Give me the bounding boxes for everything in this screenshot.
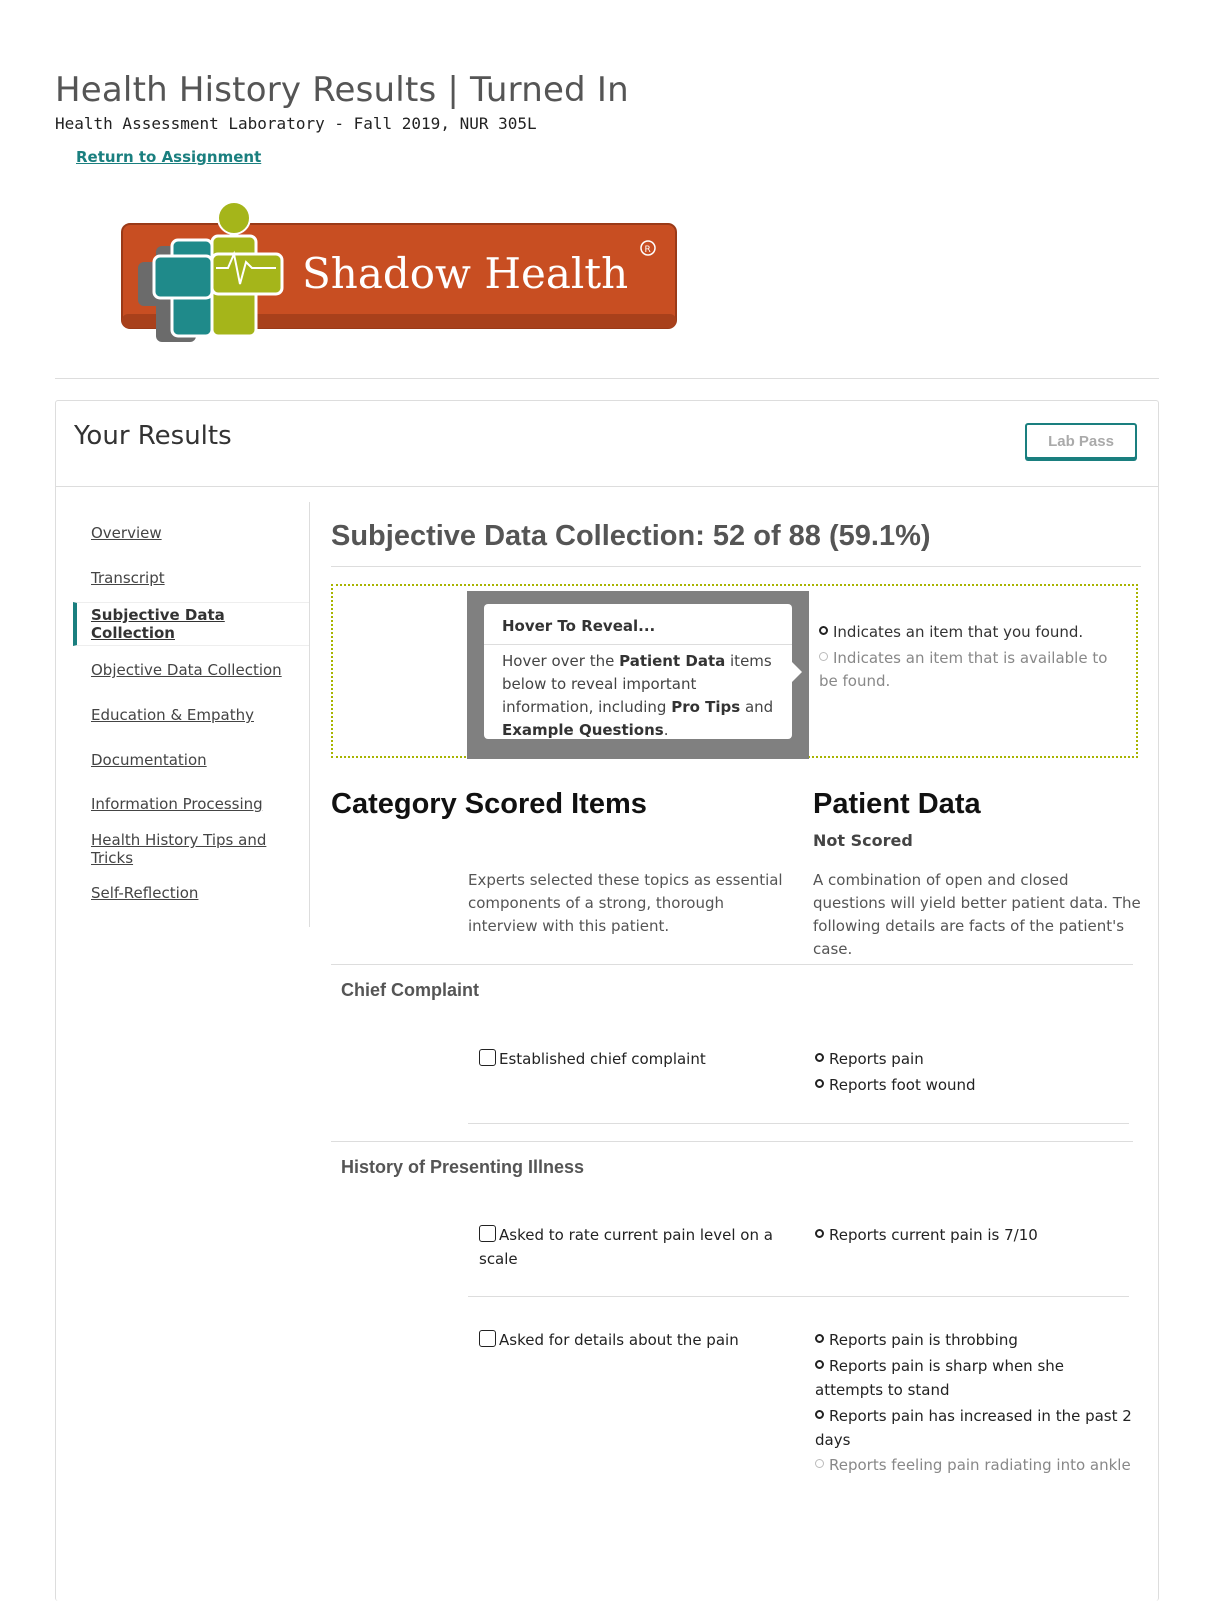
- sidebar-item-subjective-data-collection[interactable]: Subjective Data Collection: [73, 602, 309, 646]
- finding-item-unfound[interactable]: Reports feeling pain radiating into ankle: [815, 1453, 1133, 1477]
- finding-item[interactable]: Reports current pain is 7/10: [815, 1223, 1135, 1247]
- results-sidebar: [73, 502, 310, 927]
- legend-found: Indicates an item that you found.: [819, 621, 1129, 644]
- found-circle-icon: [815, 1360, 824, 1369]
- found-circle-icon: [815, 1053, 824, 1062]
- finding-item[interactable]: Reports foot wound: [815, 1073, 1135, 1097]
- header-divider: [55, 378, 1159, 379]
- checkbox-icon: [479, 1049, 496, 1066]
- return-to-assignment-link[interactable]: Return to Assignment: [76, 148, 262, 166]
- page-title: Health History Results | Turned In: [55, 70, 629, 110]
- sidebar-item-transcript[interactable]: Transcript: [91, 569, 165, 587]
- sidebar-item-information-processing[interactable]: Information Processing: [91, 795, 263, 813]
- checkbox-icon: [479, 1225, 496, 1242]
- sidebar-item-education-empathy[interactable]: Education & Empathy: [91, 706, 254, 724]
- category-title: Chief Complaint: [341, 980, 479, 1000]
- legend-available: Indicates an item that is available to be found.: [819, 649, 1108, 690]
- sidebar-item-documentation[interactable]: Documentation: [91, 751, 207, 769]
- divider: [331, 1141, 1133, 1142]
- section-heading: Subjective Data Collection: 52 of 88 (59.1%): [331, 520, 931, 552]
- sidebar-item-overview[interactable]: Overview: [91, 524, 162, 542]
- found-circle-icon: [815, 1334, 824, 1343]
- patient-description: A combination of open and closed questions will yield better patient data. The following details are facts of the patient's case.: [813, 871, 1141, 958]
- sidebar-item-health-history-tips[interactable]: Health History Tips and Tricks: [91, 831, 267, 867]
- found-circle-icon: [815, 1410, 824, 1419]
- results-header: [56, 401, 1158, 487]
- svg-text:Shadow Health: Shadow Health: [302, 249, 629, 298]
- page-subtitle: Health Assessment Laboratory - Fall 2019, NUR 305L: [55, 114, 537, 133]
- scored-item: Established chief complaint: [479, 1047, 779, 1071]
- checkbox-icon: [479, 1330, 496, 1347]
- shadow-health-logo: [116, 196, 680, 346]
- tooltip-body: Hover over the Patient Data items below to reveal important information, including Pro Tips and Example Questions.: [502, 652, 774, 739]
- divider: [331, 964, 1133, 965]
- divider: [468, 1123, 1129, 1124]
- scored-items-heading: Category Scored Items: [331, 788, 647, 820]
- scored-description: Experts selected these topics as essential components of a strong, thorough interview with this patient.: [468, 871, 783, 935]
- available-circle-icon: [815, 1459, 824, 1468]
- tooltip-title: Hover To Reveal...: [502, 617, 656, 635]
- results-title: Your Results: [74, 421, 232, 451]
- finding-item[interactable]: Reports pain is throbbing: [815, 1328, 1135, 1352]
- scored-item: Asked for details about the pain: [479, 1328, 779, 1352]
- tooltip-arrow-icon: [792, 662, 802, 682]
- scored-item: Asked to rate current pain level on a scale: [479, 1226, 773, 1268]
- found-circle-icon: [815, 1229, 824, 1238]
- divider: [468, 1296, 1129, 1297]
- svg-text:R: R: [644, 245, 651, 255]
- found-circle-icon: [819, 626, 828, 635]
- sidebar-item-self-reflection[interactable]: Self-Reflection: [91, 884, 199, 902]
- section-divider: [331, 566, 1141, 567]
- not-scored-label: Not Scored: [813, 831, 913, 850]
- finding-item[interactable]: Reports pain: [815, 1047, 1135, 1071]
- available-circle-icon: [819, 652, 828, 661]
- category-title: History of Presenting Illness: [341, 1157, 585, 1177]
- sidebar-item-objective-data-collection[interactable]: Objective Data Collection: [91, 661, 282, 679]
- lab-pass-button[interactable]: Lab Pass: [1025, 423, 1137, 459]
- finding-item[interactable]: Reports pain is sharp when she attempts to stand: [815, 1357, 1065, 1399]
- patient-data-heading: Patient Data: [813, 788, 981, 820]
- finding-item[interactable]: Reports pain has increased in the past 2 days: [815, 1407, 1132, 1449]
- found-circle-icon: [815, 1079, 824, 1088]
- hover-tooltip: [484, 604, 792, 739]
